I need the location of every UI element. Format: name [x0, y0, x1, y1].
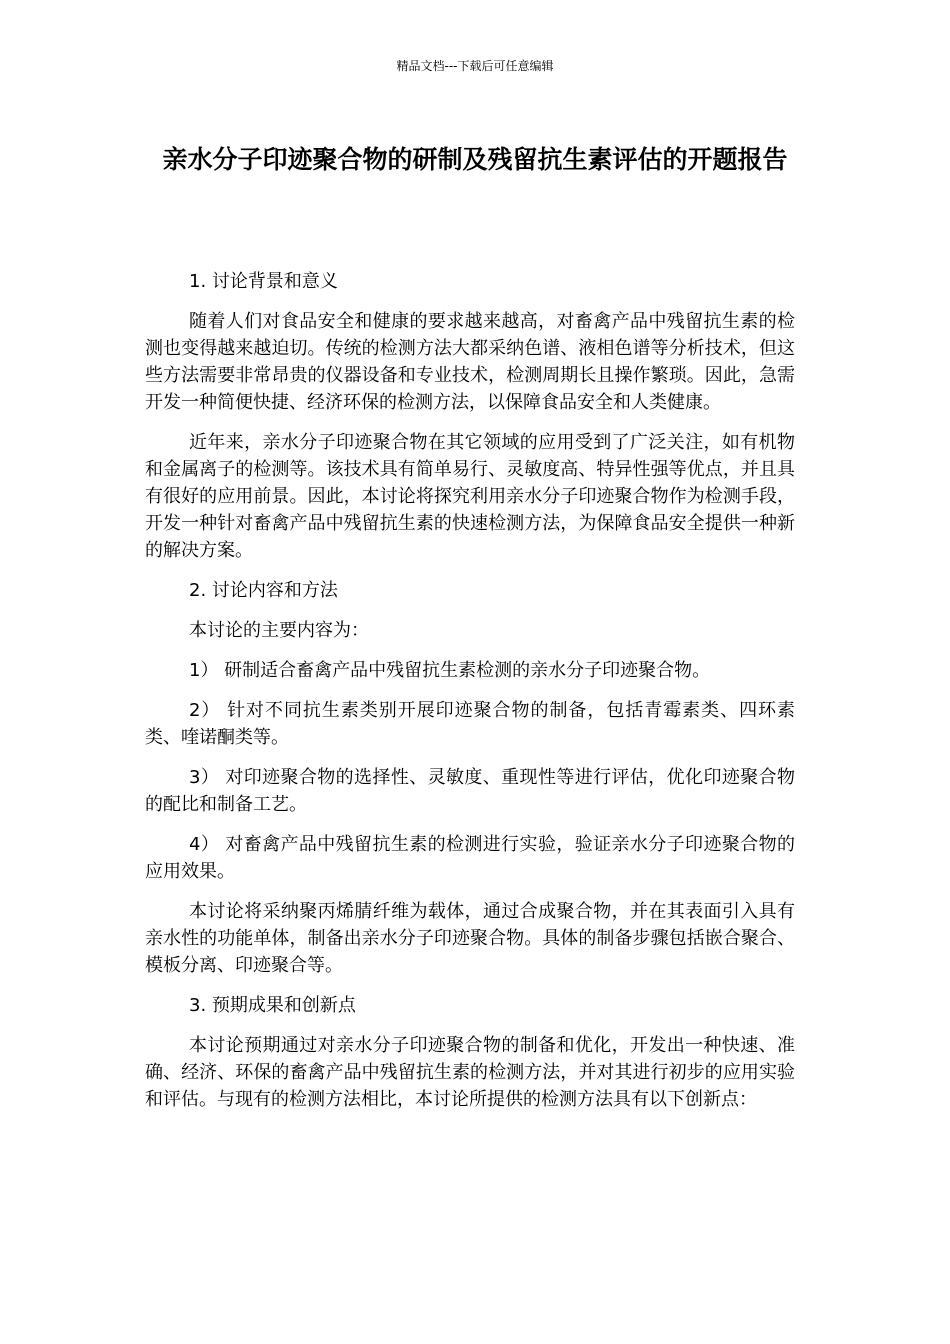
section-heading-content-methods: 2. 讨论内容和方法 [189, 580, 338, 601]
paragraph-content-intro: 本讨论的主要内容为： [189, 620, 369, 641]
paragraph-background-2: 近年来，亲水分子印迹聚合物在其它领域的应用受到了广泛关注，如有机物和金属离子的检测等。该技术具有简单易行、灵敏度高、特异性强等优点，并且具有很好的应用前景。因此，本讨论将探究利用亲水分子印迹聚合物作为检测手段，开发一种针对畜禽产品中残留抗生素的快速检测方法，为保障食品安全提供一种新的解决方案。 [145, 432, 795, 561]
list-item-2: 2） 针对不同抗生素类别开展印迹聚合物的制备，包括青霉素类、四环素类、喹诺酮类等。 [145, 700, 795, 748]
list-item-3: 3） 对印迹聚合物的选择性、灵敏度、重现性等进行评估，优化印迹聚合物的配比和制备工艺。 [145, 767, 795, 815]
document-body [145, 268, 795, 1113]
list-item-1: 1） 研制适合畜禽产品中残留抗生素检测的亲水分子印迹聚合物。 [189, 660, 711, 681]
paragraph-background-1: 随着人们对食品安全和健康的要求越来越高，对畜禽产品中残留抗生素的检测也变得越来越迫切。传统的检测方法大都采纳色谱、液相色谱等分析技术，但这些方法需要非常昂贵的仪器设备和专业技术，检测周期长且操作繁琐。因此，急需开发一种简便快捷、经济环保的检测方法，以保障食品安全和人类健康。 [145, 311, 795, 413]
header-note: 精品文档---下载后可任意编辑 [396, 59, 554, 73]
section-heading-outcomes: 3. 预期成果和创新点 [189, 995, 356, 1016]
paragraph-outcomes: 本讨论预期通过对亲水分子印迹聚合物的制备和优化，开发出一种快速、准确、经济、环保的畜禽产品中残留抗生素的检测方法，并对其进行初步的应用实验和评估。与现有的检测方法相比，本讨论所提供的检测方法具有以下创新点： [145, 1035, 795, 1110]
document-title: 亲水分子印迹聚合物的研制及残留抗生素评估的开题报告 [162, 145, 788, 174]
section-heading-background: 1. 讨论背景和意义 [189, 271, 338, 292]
list-item-4: 4） 对畜禽产品中残留抗生素的检测进行实验，验证亲水分子印迹聚合物的应用效果。 [145, 834, 795, 882]
paragraph-methods: 本讨论将采纳聚丙烯腈纤维为载体，通过合成聚合物，并在其表面引入具有亲水性的功能单体，制备出亲水分子印迹聚合物。具体的制备步骤包括嵌合聚合、模板分离、印迹聚合等。 [145, 901, 795, 976]
